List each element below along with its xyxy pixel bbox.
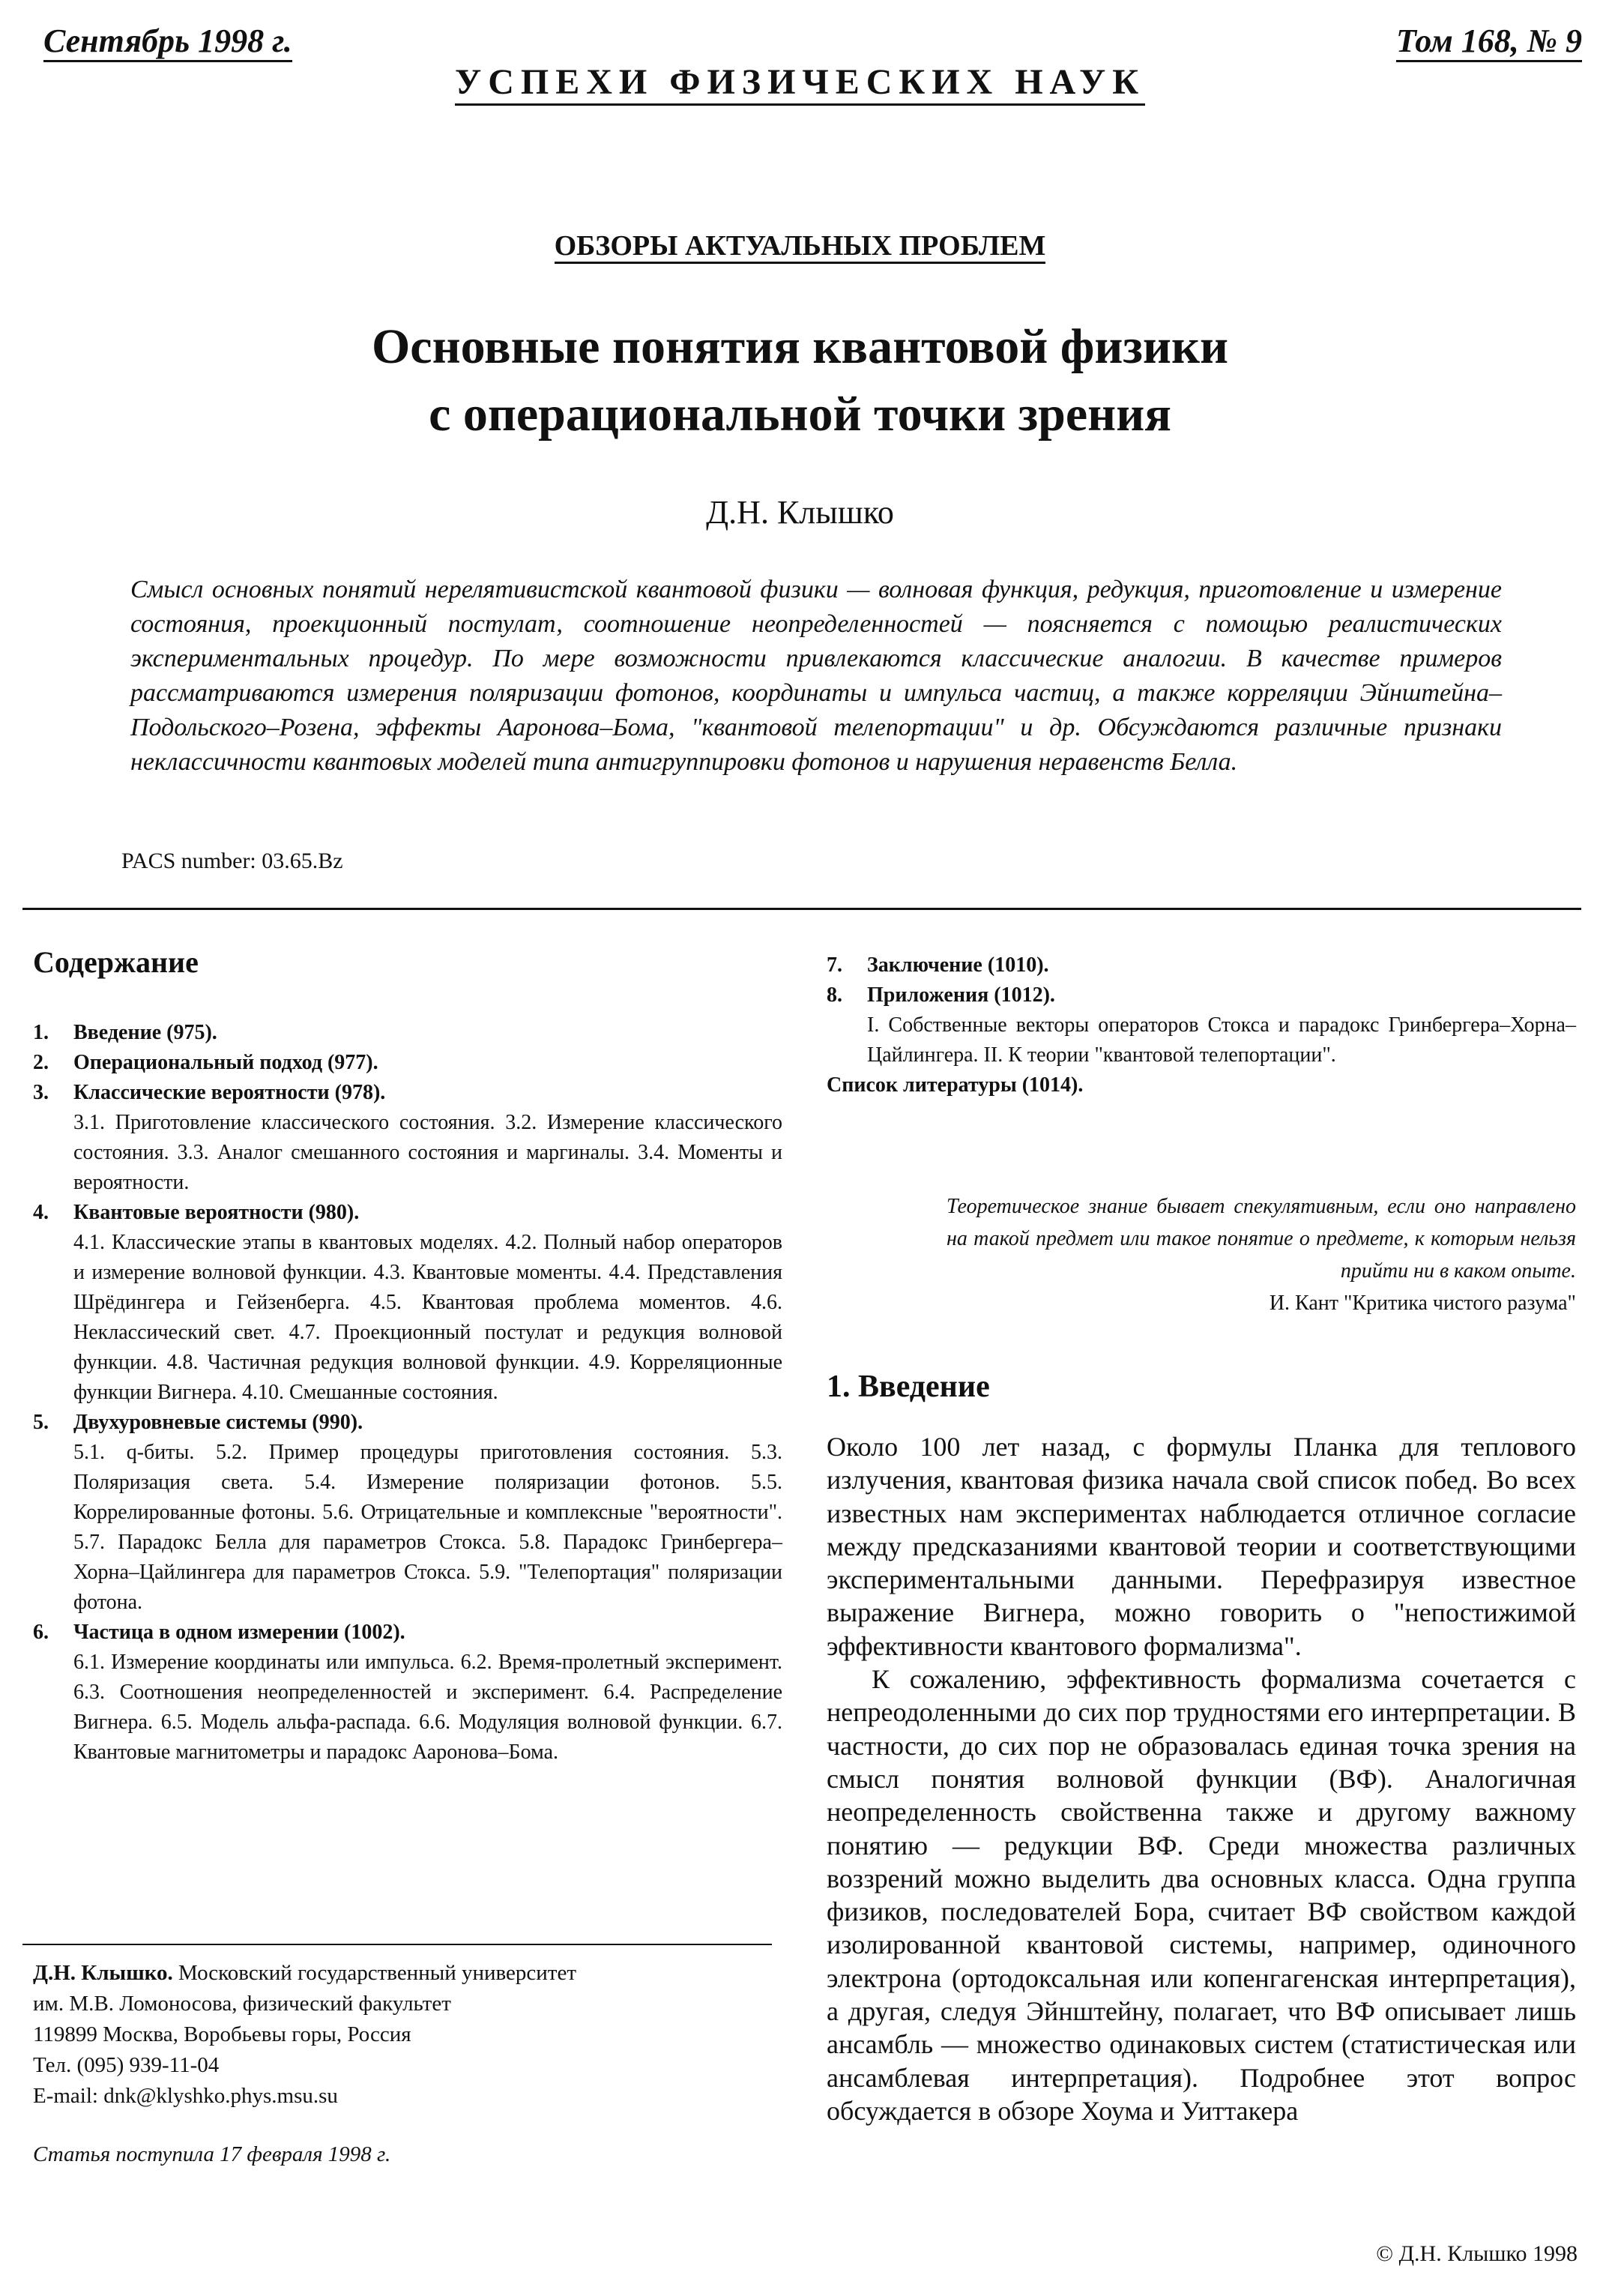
toc-item-title: Введение (975). <box>73 1021 217 1044</box>
intro-body <box>827 1430 1576 2127</box>
toc-item <box>827 980 1576 1070</box>
affiliation-phone: Тел. (095) 939-11-04 <box>33 2053 220 2077</box>
epigraph-quote: Теоретическое знание бывает спекулятивным, если оно направлено на такой предмет или такое понятие о предмете, к которым нельзя прийти ни в каком опыте. <box>947 1195 1576 1283</box>
toc-subitems: I. Собственные векторы операторов Стокса и парадокс Гринбергера–Хорна–Цайлингера. II. К теории "квантовой телепортации". <box>867 1013 1576 1067</box>
intro-paragraph: Около 100 лет назад, с формулы Планка для теплового излучения, квантовая физика начала свой список побед. Во всех известных нам экспериментах наблюдается отличное согласие между предсказаниями квантовой теории и соответствующими экспериментальными данными. Перефразируя известное выражение Вигнера, можно говорить о "непостижимой эффективности квантового формализма". <box>827 1432 1576 1661</box>
article-title <box>0 313 1600 448</box>
affiliation-author-name: Д.Н. Клышко. <box>33 1961 173 1985</box>
toc-literature: Список литературы (1014). <box>827 1073 1084 1097</box>
issue-date: Сентябрь 1998 г. <box>43 22 292 62</box>
toc-item <box>33 1198 782 1408</box>
toc-subitems: 4.1. Классические этапы в квантовых моделях. 4.2. Полный набор операторов и измерение волновой функции. 4.3. Квантовые моменты. 4.4. Представления Шрёдингера и Гейзенберга. 4.5. Квантовая проблема моментов. 4.6. Неклассический свет. 4.7. Проекционный постулат и редукция волновой функции. 4.8. Частичная редукция волновой функции. 4.9. Корреляционные функции Вигнера. 4.10. Смешанные состояния. <box>73 1231 782 1404</box>
pacs-number: PACS number: 03.65.Bz <box>121 849 343 873</box>
author-affiliation <box>33 1958 782 2112</box>
section-divider <box>22 908 1581 910</box>
toc-item-number: 5. <box>33 1411 49 1434</box>
abstract: Смысл основных понятий нерелятивистской квантовой физики — волновая функция, редукция, приготовление и измерение состояния, проекционный постулат, соотношение неопределенностей — поясняется с помощью реалистических экспериментальных процедур. По мере возможности привлекаются классические аналогии. В качестве примеров рассматриваются измерения поляризации фотонов, координаты и импульса частиц, а также корреляции Эйнштейна–Подольского–Розена, эффекты Ааронова–Бома, "квантовой телепортации" и др. Обсуждаются различные признаки неклассичности квантовых моделей типа антигруппировки фотонов и нарушения неравенств Белла. <box>130 576 1502 776</box>
toc-item-number: 4. <box>33 1201 49 1224</box>
toc-item-title: Приложения (1012). <box>867 983 1055 1007</box>
toc-item <box>33 1408 782 1618</box>
toc-list-right <box>827 950 1576 1100</box>
journal-title-text: УСПЕХИ ФИЗИЧЕСКИХ НАУК <box>455 62 1145 106</box>
intro-paragraph: К сожалению, эффективность формализма сочетается с непреодоленными до сих пор трудностями его интерпретации. В частности, до сих пор не образовалась единая точка зрения на смысл понятия волновой функции (ВФ). Аналогичная неопределенность свойственна также и другому важному понятию — редукции ВФ. Среди множества различных воззрений можно выделить два основных класса. Одна группа физиков, последователей Бора, считает ВФ свойством каждой изолированной квантовой системы, например, одиночного электрона (ортодоксальная или копенгагенская интерпретация), а другая, следуя Эйнштейну, полагает, что ВФ описывает лишь ансамбль — множество одинаковых систем (статистическая или ансамблевая интерпретация). Подробнее этот вопрос обсуждается в обзоре Хоума и Уиттакера <box>827 1664 1576 2126</box>
toc-item <box>33 1078 782 1198</box>
toc-heading: Содержание <box>33 945 199 979</box>
volume-number: Том 168, № 9 <box>1396 22 1582 62</box>
affiliation-line2: им. М.В. Ломоносова, физический факультет <box>33 1992 451 2016</box>
toc-item <box>827 950 1576 980</box>
journal-title <box>0 61 1600 103</box>
toc-subitems: 6.1. Измерение координаты или импульса. 6.2. Время-пролетный эксперимент. 6.3. Соотношения неопределенностей и эксперимент. 6.4. Распределение Вигнера. 6.5. Модель альфа-распада. 6.6. Модуляция волновой функции. 6.7. Квантовые магнитометры и парадокс Ааронова–Бома. <box>73 1651 782 1764</box>
affiliation-line1: Московский государственный университет <box>178 1961 577 1985</box>
toc-item-title: Двухуровневые системы (990). <box>73 1411 363 1434</box>
footnote-divider <box>22 1944 772 1945</box>
toc-item <box>33 1048 782 1078</box>
affiliation-email: E-mail: dnk@klyshko.phys.msu.su <box>33 2084 338 2108</box>
toc-subitems: 5.1. q-биты. 5.2. Пример процедуры приготовления состояния. 5.3. Поляризация света. 5.4. Измерение поляризации фотонов. 5.5. Коррелированные фотоны. 5.6. Отрицательные и комплексные "вероятности". 5.7. Парадокс Белла для параметров Стокса. 5.8. Парадокс Гринбергера–Хорна–Цайлингера для параметров Стокса. 5.9. "Телепортация" поляризации фотона. <box>73 1441 782 1614</box>
article-title-line1: Основные понятия квантовой физики <box>371 319 1229 374</box>
received-date: Статья поступила 17 февраля 1998 г. <box>33 2142 391 2166</box>
section-label-text: ОБЗОРЫ АКТУАЛЬНЫХ ПРОБЛЕМ <box>555 230 1046 264</box>
copyright: © Д.Н. Клышко 1998 <box>1376 2241 1578 2266</box>
author-name: Д.Н. Клышко <box>706 494 894 531</box>
toc-item-title: Частица в одном измерении (1002). <box>73 1621 405 1644</box>
toc-item-title: Заключение (1010). <box>867 953 1049 977</box>
epigraph <box>827 1190 1576 1319</box>
toc-item-title: Классические вероятности (978). <box>73 1081 386 1104</box>
section-label <box>0 229 1600 262</box>
toc-item <box>33 1018 782 1048</box>
toc-subitems: 3.1. Приготовление классического состояния. 3.2. Измерение классического состояния. 3.3. Аналог смешанного состояния и маргиналы. 3.4. Моменты и вероятности. <box>73 1111 782 1194</box>
affiliation-address: 119899 Москва, Воробьевы горы, Россия <box>33 2022 411 2046</box>
toc-item-number: 6. <box>33 1621 49 1644</box>
toc-list-left <box>33 1018 782 1768</box>
toc-item-title: Квантовые вероятности (980). <box>73 1201 360 1224</box>
toc-item-title: Операциональный подход (977). <box>73 1051 378 1074</box>
toc-item-number: 2. <box>33 1051 49 1074</box>
toc-item-number: 7. <box>827 953 842 977</box>
epigraph-source: И. Кант "Критика чистого разума" <box>1269 1292 1576 1315</box>
article-title-line2: с операциональной точки зрения <box>429 387 1171 442</box>
toc-item-number: 8. <box>827 983 842 1007</box>
intro-heading: 1. Введение <box>827 1370 990 1404</box>
toc-item-number: 3. <box>33 1081 49 1104</box>
toc-item-number: 1. <box>33 1021 49 1044</box>
toc-item <box>33 1618 782 1768</box>
